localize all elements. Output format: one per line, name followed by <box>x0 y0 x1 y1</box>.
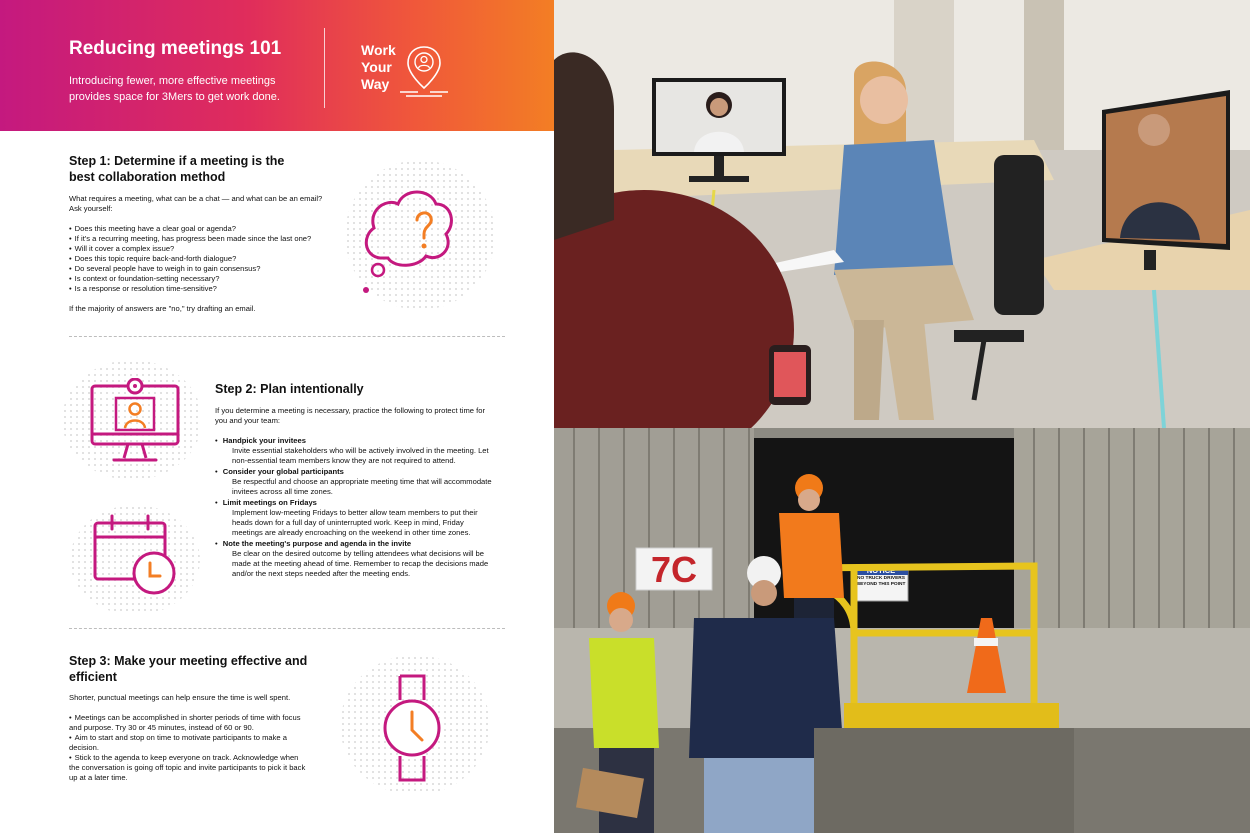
calendar-clock-icon <box>92 513 178 597</box>
list-item: • Aim to start and stop on time to motivate participants to make a decision. <box>69 733 309 753</box>
notice-sign-title: NOTICE <box>866 566 896 575</box>
wristwatch-icon <box>382 672 442 784</box>
section-divider <box>69 628 505 629</box>
page-subtitle: Introducing fewer, more effective meetings provides space for 3Mers to get work done. <box>69 75 280 103</box>
list-item <box>215 467 495 497</box>
step3-body <box>69 693 309 783</box>
work-your-way-logo <box>361 42 396 93</box>
loading-dock-photo <box>554 428 1250 833</box>
step1-title: Step 1: Determine if a meeting is the best collaboration method <box>69 154 285 184</box>
header-banner <box>0 0 554 131</box>
section-divider <box>69 336 505 337</box>
dock-number-sign: 7C <box>650 549 698 590</box>
step1-body <box>69 194 324 324</box>
list-item-description: Be clear on the desired outcome by telling attendees what decisions will be made at the meeting ahead of time. Remember to recap the decisions made and/or the next steps needed after the meeting ends. <box>232 549 489 578</box>
list-item: • Is context or foundation-setting necessary? <box>69 274 324 284</box>
video-call-monitor-icon <box>88 378 182 466</box>
list-item: • Does this meeting have a clear goal or agenda? <box>69 224 324 234</box>
list-item: • Is a response or resolution time-sensitive? <box>69 284 324 294</box>
step1-question-list <box>69 224 324 294</box>
list-item: • If it's a recurring meeting, has progress been made since the last one? <box>69 234 324 244</box>
list-item-heading: Limit meetings on Fridays <box>222 498 317 507</box>
list-item: • Stick to the agenda to keep everyone on track. Acknowledge when the conversation is going off topic and invite participants to pick it back up at a later time. <box>69 753 309 783</box>
step3-title: Step 3: Make your meeting effective and efficient <box>69 654 308 684</box>
step1-intro: What requires a meeting, what can be a chat — and what can be an email? Ask yourself: <box>69 194 323 213</box>
brand-line: Way <box>361 76 390 92</box>
list-item-heading: Consider your global participants <box>222 467 344 476</box>
brand-line: Your <box>361 59 392 75</box>
list-item-heading: Note the meeting's purpose and agenda in the invite <box>222 539 412 548</box>
list-item-description: Implement low-meeting Fridays to better allow team members to put their heads down for a full day of uninterrupted work. Keep in mind, Friday meetings are already encroaching on the weekend in other time zones. <box>232 508 478 537</box>
banner-divider <box>324 28 325 108</box>
list-item: • Does this topic require back-and-forth dialogue? <box>69 254 324 264</box>
brand-line: Work <box>361 42 396 58</box>
list-item: • Will it cover a complex issue? <box>69 244 324 254</box>
step2-body <box>215 406 495 580</box>
list-item: • Meetings can be accomplished in shorter periods of time with focus and purpose. Try 30 or 45 minutes, instead of 60 or 90. <box>69 713 309 733</box>
thought-bubble-question-icon <box>358 180 458 296</box>
list-item-description: Invite essential stakeholders who will be actively involved in the meeting. Let non-essential team members know they are not required to attend. <box>232 446 489 465</box>
step2-list <box>215 436 495 579</box>
document-panel <box>0 0 554 833</box>
list-item: • Do several people have to weigh in to gain consensus? <box>69 264 324 274</box>
office-video-call-photo <box>554 0 1250 428</box>
list-item-description: Be respectful and choose an appropriate meeting time that will accommodate invitees across all time zones. <box>232 477 492 496</box>
location-person-icon <box>398 44 450 98</box>
step3-list <box>69 713 309 783</box>
step2-intro: If you determine a meeting is necessary, practice the following to protect time for you and your team: <box>215 406 485 425</box>
list-item <box>215 498 495 538</box>
notice-sign-text: NO TRUCK DRIVERS BEYOND THIS POINT <box>856 576 906 587</box>
list-item <box>215 436 495 466</box>
list-item <box>215 539 495 579</box>
list-item-heading: Handpick your invitees <box>222 436 306 445</box>
step2-title: Step 2: Plan intentionally <box>215 382 364 396</box>
step3-intro: Shorter, punctual meetings can help ensure the time is well spent. <box>69 693 291 702</box>
step1-outro: If the majority of answers are "no," try drafting an email. <box>69 304 256 313</box>
page-title: Reducing meetings 101 <box>69 38 282 59</box>
